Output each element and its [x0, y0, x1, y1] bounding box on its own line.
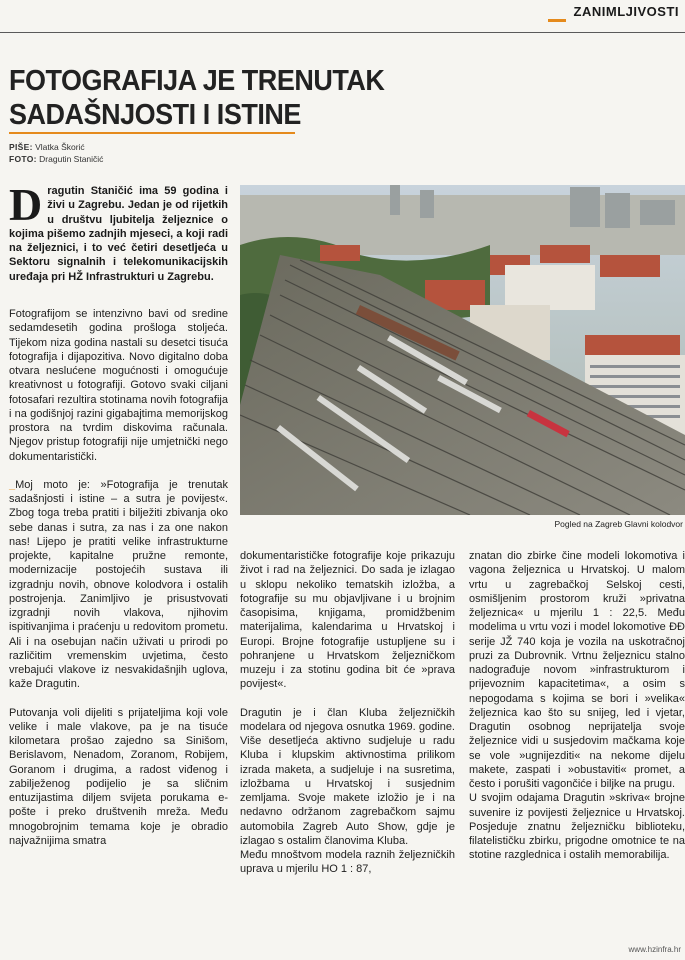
lead-text: ragutin Staničić ima 59 godina i živi u Zagrebu. Jedan je od rijetkih u društvu ljubitelja željeznice o kojima pišemo zadnjih mjeseci, a koji radi na željeznici, i to već četiri desetljeća u Sektoru signalnih i telekomunikacijskih uređaja pri HŽ Infrastrukturi u Zagrebu. [9, 185, 228, 283]
quote-paragraph: _Moj moto je: »Fotografija je trenutak sadašnjosti i istine – a sutra je povijest«. Zbog toga treba pratiti i bilježiti zbivanja oko sebe danas i sutra, za nas i za one nakon nas! Lijepo je pratiti velike infrastrukturne projekte, kapitalne pružne remonte, modernizacije postojećih sustava ili izgradnju novih, obnove kolodvora i ostalih postrojenja. Zanimljivo je prisustvovati izgradnji novih vlakova, njihovim ispitivanjima i praćenju u redovitom prometu. Ali i na osebujan način uživati u prirodi po različitim vremenskim uvjetima, često vrebajući vlakove iz nesvakidašnjih uglova, kaže Dragutin. [9, 478, 228, 691]
column-2 [240, 549, 455, 891]
column-1 [9, 307, 228, 862]
article-title [9, 64, 400, 132]
header-rule [0, 32, 685, 33]
body-paragraph: dokumentarističke fotografije koje prikazuju život i rad na željeznici. Do sada je izlagao u sklopu nekoliko tematskih izložba, a fotografije su mu objavljivane i u brojnim časopisima, knjigama, promidžbenim materijalima, kalendarima u Hrvatskoj i Europi. Brojne fotografije ustupljene su i pohranjene u Hrvatskom željezničkom muzeju i za stotinu godina bit će »prava povijest«. [240, 550, 455, 691]
body-paragraph: Među mnoštvom modela raznih željezničkih uprava u mjerilu HO 1 : 87, [240, 849, 455, 876]
body-paragraph: znatan dio zbirke čine modeli lokomotiva i vagona željeznica u Hrvatskoj. U malom vrtu u zagrebačkoj Selskoj cesti, osmišljenim prostorom kruži »privatna željeznica« u mjerilu 1 : 22,5. Među modelima u vrtu vozi i model lokomotive ĐĐ serije JŽ 740 koja je vozila na uskotračnoj pruzi za Dubrovnik. Vrtnu željeznicu stalno nadograđuje novom »infrastrukturom i prijevoznim kapacitetima«, a osim s nepogodama s kojima se bori i »velika« željeznica kao što su snijeg, led i vjetar, Dragutin osobnog neprijatelja svoje željeznice vidi u susjedovim mačkama koje se vole »ugnijezditi« na nekome dijelu makete, zaspati i »obustaviti« promet, a često i porušiti vagončiće i biljke na prugu. [469, 550, 685, 790]
title-line-1: FOTOGRAFIJA JE TRENUTAK [9, 65, 385, 97]
body-paragraph: U svojim odajama Dragutin »skriva« brojne suvenire iz povijesti željeznice u Hrvatskoj. Posjeduje znatnu željezničku biblioteku, filatelističku zbirku, prigodne omotnice te na stotine razglednica i ostalih memorabilija. [469, 792, 685, 862]
show-through-text [455, 90, 670, 150]
author-credit: PIŠE: Vlatka Škorić [9, 142, 85, 152]
body-paragraph: Dragutin je i član Kluba željezničkih modelara od njegova osnutka 1969. godine. Više desetljeća aktivno sudjeluje u radu Kluba i klupskim aktivnostima prilikom izrada maketa, a sudjeluje i na susretima, izložbama u Hrvatskoj i susjednim zemljama. Svoje makete izložio je i na nedavno održanom zagrebačkom sajmu automobila Zagreb Auto Show, gdje je izlagao s ostalim članovima Kluba. [240, 706, 455, 847]
body-paragraph: Putovanja voli dijeliti s prijateljima koji vole velike i male vlakove, pa je na tisuće kilometara prošao zajedno sa Sinišom, Berislavom, Nenadom, Zoranom, Robijem, Goranom i drugima, a radost viđenog i zabilježenog podijelio je sa sličnim entuzijastima diljem svijeta porukama e-pošte i preko društvenih mreža. Među mnogobrojnim temama koje je obradio najvažnijima smatra [9, 706, 228, 847]
aerial-rail-yard-image [240, 185, 685, 515]
footer-url[interactable]: www.hzinfra.hr [628, 945, 681, 954]
section-tag: ZANIMLJIVOSTI [573, 4, 679, 19]
drop-cap: D [9, 179, 43, 230]
title-underline [9, 132, 295, 134]
section-accent-line [548, 19, 566, 22]
column-3 [469, 549, 685, 877]
lead-paragraph [9, 179, 228, 284]
photo-credit: FOTO: Dragutin Staničić [9, 154, 104, 164]
title-line-2: SADAŠNJOSTI I ISTINE [9, 99, 301, 131]
zagreb-station-photo [240, 185, 685, 515]
page-header [0, 0, 685, 34]
photo-caption: Pogled na Zagreb Glavni kolodvor [554, 519, 683, 529]
body-paragraph: Fotografijom se intenzivno bavi od sredine sedamdesetih godina prošloga stoljeća. Tijekom niza godina nastali su desetci tisuća fotografija i dijapozitiva. Novo digitalno doba otvara neslućene mogućnosti i omogućuje kreativnost u fotografiji. Gotovo svaki ciljani fotosafari rezultira stotinama novih fotografija i na godišnjoj razini gigabajtima memorijskog prostora na tvrdim diskovima računala. Njegov pristup fotografiji nije umjetnički nego dokumentaristički. [9, 308, 228, 463]
article-credits [9, 141, 103, 165]
